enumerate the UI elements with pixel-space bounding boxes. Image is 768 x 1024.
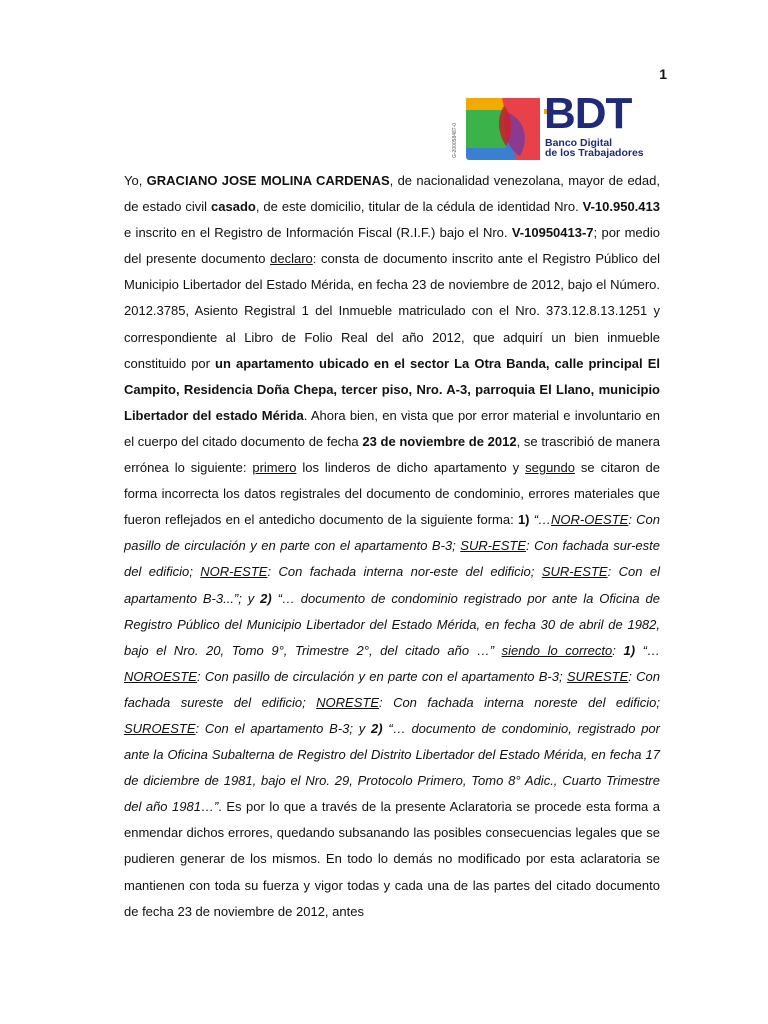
text-run: “…	[529, 512, 552, 528]
text-run: e inscrito en el Registro de Información Fiscal (R.I.F.) bajo el Nro.	[124, 225, 512, 241]
declarant-name: GRACIANO JOSE MOLINA CARDENAS	[146, 173, 390, 188]
text-run: ; por medio del presente documento	[124, 225, 660, 267]
text-run: se citaron de forma incorrecta los datos registrales del documento de condominio, errores materiales que fueron reflejados en el antedicho documento de la siguiente forma:	[124, 460, 660, 528]
document-date: 23 de noviembre de 2012	[362, 433, 517, 449]
text-run: : Con el apartamento B-3...”; y	[124, 564, 660, 606]
text-run: : consta de documento inscrito ante el Registro Público del Municipio Libertador del Estado Mérida, en fecha 23 de noviembre de 2012, bajo el Número. 2012.3785, Asiento Registral 1 del Inmueble matriculado con el Nro. 373.12.8.13.1251 y correspondiente al Libro de Folio Real del año 2012, que adquirí un bien inmueble constituido por	[124, 251, 660, 371]
bdt-logo-mark-icon	[466, 98, 540, 160]
text-run: , se trascribió de manera errónea lo siguiente:	[124, 433, 660, 476]
text-run: : Con pasillo de circulación y en parte con el apartamento B-3;	[124, 512, 660, 554]
text-run: . Es por lo que a través de la presente Aclaratoria se procede esta forma a enmendar dichos errores, quedando subsanando las posibles consecuencias legales que se pudieren generar de los mismos. En todo lo demás no modificado por esta aclaratoria se mantienen con toda su fuerza y vigor todas y cada una de las partes del citado documento de fecha 23 de noviembre de 2012, antes	[124, 799, 660, 919]
text-run: . Ahora bien, en vista que por error material e involuntario en el cuerpo del citado documento de fecha	[124, 407, 660, 449]
item-marker: 2)	[260, 590, 272, 606]
boundary-label: SURESTE	[566, 668, 629, 684]
text-run: , de nacionalidad venezolana, mayor de edad, de estado civil	[124, 173, 660, 215]
logo-tagline-line2: de los Trabajadores	[545, 147, 644, 159]
declaration-body	[124, 168, 660, 925]
property-description: un apartamento ubicado en el sector La Otra Banda, calle principal El Campito, Residencia Doña Chepa, tercer piso, Nro. A-3, parroquia El Llano, municipio Libertador del estado Mérida	[124, 355, 660, 423]
page-number: 1	[659, 66, 667, 82]
text-run: “… documento de condominio registrado por ante la Oficina de Registro Público del Municipio Libertador del Estado Mérida, en fecha 30 de abril de 1982, bajo el Nro. 20, Tomo 9°, Trimestre 2°, del citado año …”	[124, 590, 660, 658]
item-marker: 1)	[517, 512, 530, 528]
boundary-label: NOR-OESTE	[551, 512, 629, 528]
text-run: : Con fachada sureste del edificio;	[124, 668, 660, 710]
logo-tagline-line1: Banco Digital	[545, 137, 613, 149]
text-run: :	[612, 642, 624, 658]
declaration-paragraph	[124, 168, 660, 925]
civil-status: casado	[211, 199, 256, 215]
text-run: : Con fachada sur-este del edificio;	[124, 538, 660, 580]
text-run: “… documento de condominio, registrado por ante la Oficina Subalterna de Registro del Distrito Libertador del Estado Mérida, en fecha 17 de diciembre de 1981, bajo el Nro. 29, Protocolo Primero, Tomo 8° Adic., Cuarto Trimestre del año 1981…”	[124, 720, 660, 815]
text-run: los linderos de dicho apartamento y	[296, 460, 526, 476]
text-run: “…	[635, 642, 660, 658]
segundo-underlined: segundo	[525, 460, 575, 476]
bdt-logo	[452, 89, 662, 162]
boundary-label: NORESTE	[316, 694, 379, 710]
logo-wordmark: BDT	[544, 89, 632, 138]
boundary-label: SUR-ESTE	[460, 538, 527, 554]
item-marker: 2)	[371, 720, 383, 736]
boundary-label: NOR-ESTE	[200, 564, 268, 580]
rif-number: V-10950413-7	[511, 225, 594, 241]
boundary-label: NOROESTE	[124, 668, 197, 684]
boundary-label: SUROESTE	[124, 720, 196, 736]
primero-underlined: primero	[252, 460, 297, 476]
text-run: : Con fachada interna noreste del edificio;	[379, 694, 660, 710]
logo-serial-text: G-200058487-0	[452, 122, 458, 158]
text-run: , de este domicilio, titular de la cédula de identidad Nro.	[255, 199, 583, 215]
text-run: : Con fachada interna nor-este del edificio;	[267, 564, 542, 580]
declaro-underlined: declaro	[270, 251, 313, 267]
correct-phrase: siendo lo correcto	[501, 642, 613, 658]
id-number: V-10.950.413	[582, 199, 660, 215]
text-run: : Con pasillo de circulación y en parte con el apartamento B-3;	[196, 668, 567, 684]
text-run: Yo,	[124, 173, 147, 188]
text-run: : Con el apartamento B-3; y	[195, 720, 372, 736]
boundary-label: SUR-ESTE	[541, 564, 608, 580]
item-marker: 1)	[623, 642, 636, 658]
